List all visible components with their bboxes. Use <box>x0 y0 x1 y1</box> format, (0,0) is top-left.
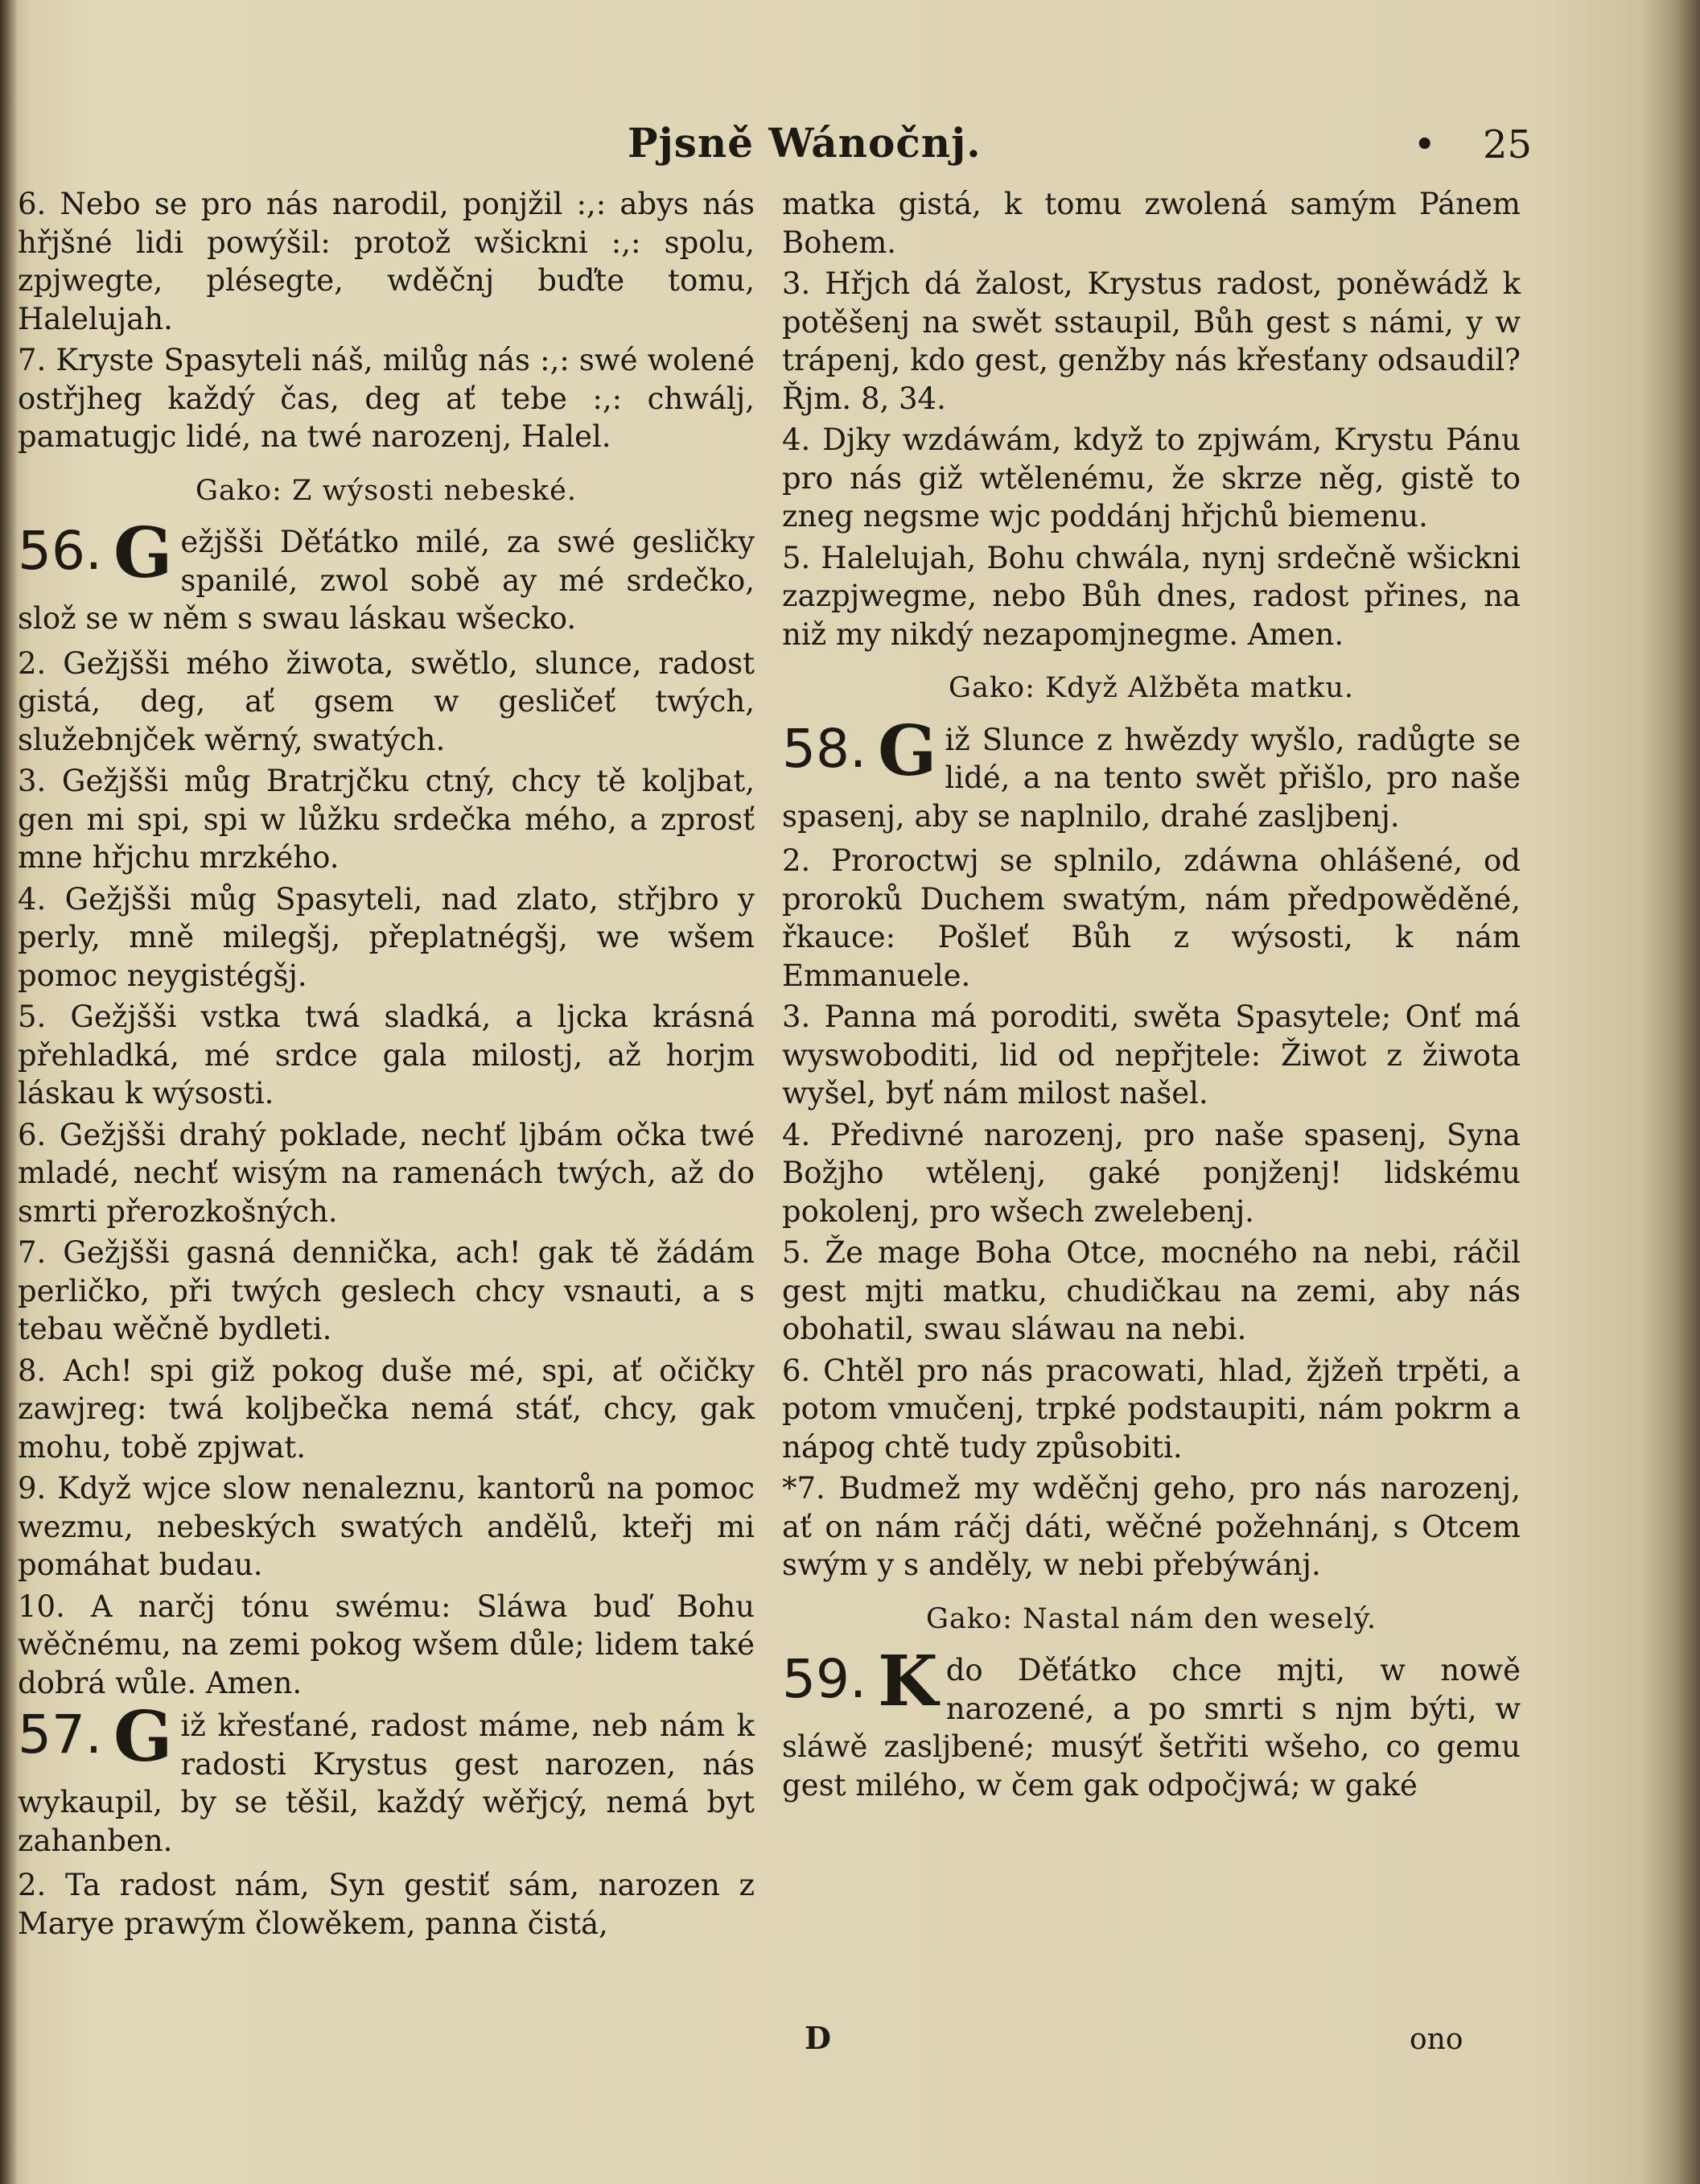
melody-note: Gako: Nastal nám den weselý. <box>925 1602 1377 1635</box>
stanza: *7. Budmež my wděčnj geho, pro nás narozenj, ať on nám ráčj dáti, wěčné požehnánj, s Otcem swým y s anděly, w nebi přebýwánj. <box>782 1471 1521 1582</box>
running-title: Pjsně Wánočnj. <box>628 119 982 167</box>
page-number: 25 <box>1483 122 1533 167</box>
melody-note: Gako: Z wýsosti nebeské. <box>196 474 577 507</box>
stanza: do Děťátko chce mjti, w nowě narozené, a po smrti s njm býti, w sláwě zasljbené; musýť šetřiti wšeho, co gemu gest milého, w čem gak odpočjwá; w gaké <box>782 1653 1521 1803</box>
stanza: 8. Ach! spi giž pokog duše mé, spi, ať očičky zawjreg: twá koljbečka nemá stáť, chcy, gak mohu, tobě zpjwat. <box>18 1353 755 1465</box>
song-58 <box>782 710 1521 836</box>
stanza: ežjšši Děťátko milé, za swé gesličky spanilé, zwol sobě ay mé srdečko, slož se w něm s swau láskau wšecko. <box>18 525 755 636</box>
song-number: 56. <box>18 520 102 582</box>
stanza: 2. Proroctwj se splnilo, zdáwna ohlášené, od proroků Duchem swatým, nám předpowěděné, řkauce: Pošleť Bůh z wýsosti, k nám Emmanuele. <box>782 843 1521 993</box>
stanza: 6. Gežjšši drahý poklade, nechť ljbám očka twé mladé, nechť wisým na ramenách twých, až do smrti přerozkošných. <box>18 1117 755 1229</box>
stanza: 2. Gežjšši mého žiwota, swětlo, slunce, radost gistá, deg, ať gsem w gesličeť twých, služebnjček wěrný, swatých. <box>18 645 755 757</box>
header-ornament: • <box>1414 126 1435 163</box>
signature-mark: D <box>805 2020 831 2056</box>
song-number: 57. <box>18 1704 102 1766</box>
drop-capital: G <box>877 710 937 792</box>
right-column <box>782 185 1521 1811</box>
running-header <box>0 119 1700 175</box>
stanza: iž Slunce z hwězdy wyšlo, radůgte se lidé, a na tento swět přišlo, pro naše spasenj, aby se naplnilo, drahé zasljbenj. <box>782 722 1521 834</box>
stanza: 4. Gežjšši můg Spasyteli, nad zlato, střjbro y perly, mně milegšj, přeplatnégšj, we wšem pomoc neygistégšj. <box>18 881 755 993</box>
drop-capital: G <box>113 1696 173 1778</box>
binding-gutter <box>0 0 18 2184</box>
song-number: 58. <box>782 717 866 780</box>
stanza: 3. Hřjch dá žalost, Krystus radost, poněwádž k potěšenj na swět sstaupil, Bůh gest s námi, y w trápenj, kdo gest, genžby nás křesťany odsaudil? Řjm. 8, 34. <box>782 266 1521 416</box>
stanza: 2. Ta radost nám, Syn gestiť sám, narozen z Marye prawým člowěkem, panna čistá, <box>18 1868 755 1941</box>
drop-capital: K <box>877 1641 938 1722</box>
stanza: 7. Kryste Spasyteli náš, milůg nás :,: swé wolené ostřjheg každý čas, deg ať tebe :,: chwálj, pamatugjc lidé, na twé narozenj, Halel. <box>18 343 755 454</box>
stanza: 3. Panna má poroditi, swěta Spasytele; Onť má wyswoboditi, lid od nepřjtele: Žiwot z žiwota wyšel, byť nám milost našel. <box>782 999 1521 1111</box>
stanza: 5. Gežjšši vstka twá sladká, a ljcka krásná přehladká, mé srdce gala milostj, až horjm láskau k wýsosti. <box>18 999 755 1111</box>
song-56 <box>18 513 755 638</box>
stanza: 4. Předivné narozenj, pro naše spasenj, Syna Božjho wtělenj, gaké ponjženj! lidskému pokolenj, pro wšech zwelebenj. <box>782 1117 1521 1229</box>
stanza: 5. Že mage Boha Otce, mocného na nebi, ráčil gest mjti matku, chudičkau na zemi, aby nás obohatil, swau sláwau na nebi. <box>782 1235 1521 1346</box>
stanza: 5. Halelujah, Bohu chwála, nynj srdečně wšickni zazpjwegme, nebo Bůh dnes, radost přines, na niž my nikdý nezapomjnegme. Amen. <box>782 540 1521 652</box>
melody-note: Gako: Když Alžběta matku. <box>949 672 1354 704</box>
stanza: 6. Nebo se pro nás narodil, ponjžil :,: abys nás hřjšné lidi powýšil: protož wšickni :,: spolu, zpjwegte, plésegte, wděčnj buďte tomu, Halelujah. <box>18 187 755 336</box>
song-57 <box>18 1696 755 1860</box>
stanza: 3. Gežjšši můg Bratrjčku ctný, chcy tě koljbat, gen mi spi, spi w lůžku srdečka mého, a zprosť mne hřjchu mrzkého. <box>18 764 755 875</box>
stanza: iž křesťané, radost máme, neb nám k radosti Krystus gest narozen, nás wykaupil, by se těšil, každý wěřjcý, nemá byt zahanben. <box>18 1708 755 1858</box>
song-59 <box>782 1641 1521 1804</box>
stanza: 7. Gežjšši gasná dennička, ach! gak tě žádám perličko, při twých geslech chcy vsnauti, a s tebau wěčně bydleti. <box>18 1235 755 1346</box>
catchword: ono <box>1410 2023 1463 2056</box>
left-column <box>18 185 755 1946</box>
stanza: matka gistá, k tomu zwolená samým Pánem Bohem. <box>782 187 1521 260</box>
song-number: 59. <box>782 1648 866 1710</box>
stanza: 9. Když wjce slow nenaleznu, kantorů na pomoc wezmu, nebeských swatých andělů, kteřj mi pomáhat budau. <box>18 1471 755 1582</box>
stanza: 6. Chtěl pro nás pracowati, hlad, žjžeň trpěti, a potom vmučenj, trpké podstaupiti, nám pokrm a nápog chtě tudy způsobiti. <box>782 1353 1521 1465</box>
page-footer <box>0 2020 1700 2068</box>
stanza: 10. A narčj tónu swému: Sláwa buď Bohu wěčnému, na zemi pokog wšem důle; lidem také dobrá wůle. Amen. <box>18 1589 755 1700</box>
drop-capital: G <box>113 513 173 594</box>
stanza: 4. Djky wzdáwám, když to zpjwám, Krystu Pánu pro nás giž wtělenému, že skrze něg, gistě to zneg negsme wjc poddánj hřjchů biemenu. <box>782 422 1521 534</box>
